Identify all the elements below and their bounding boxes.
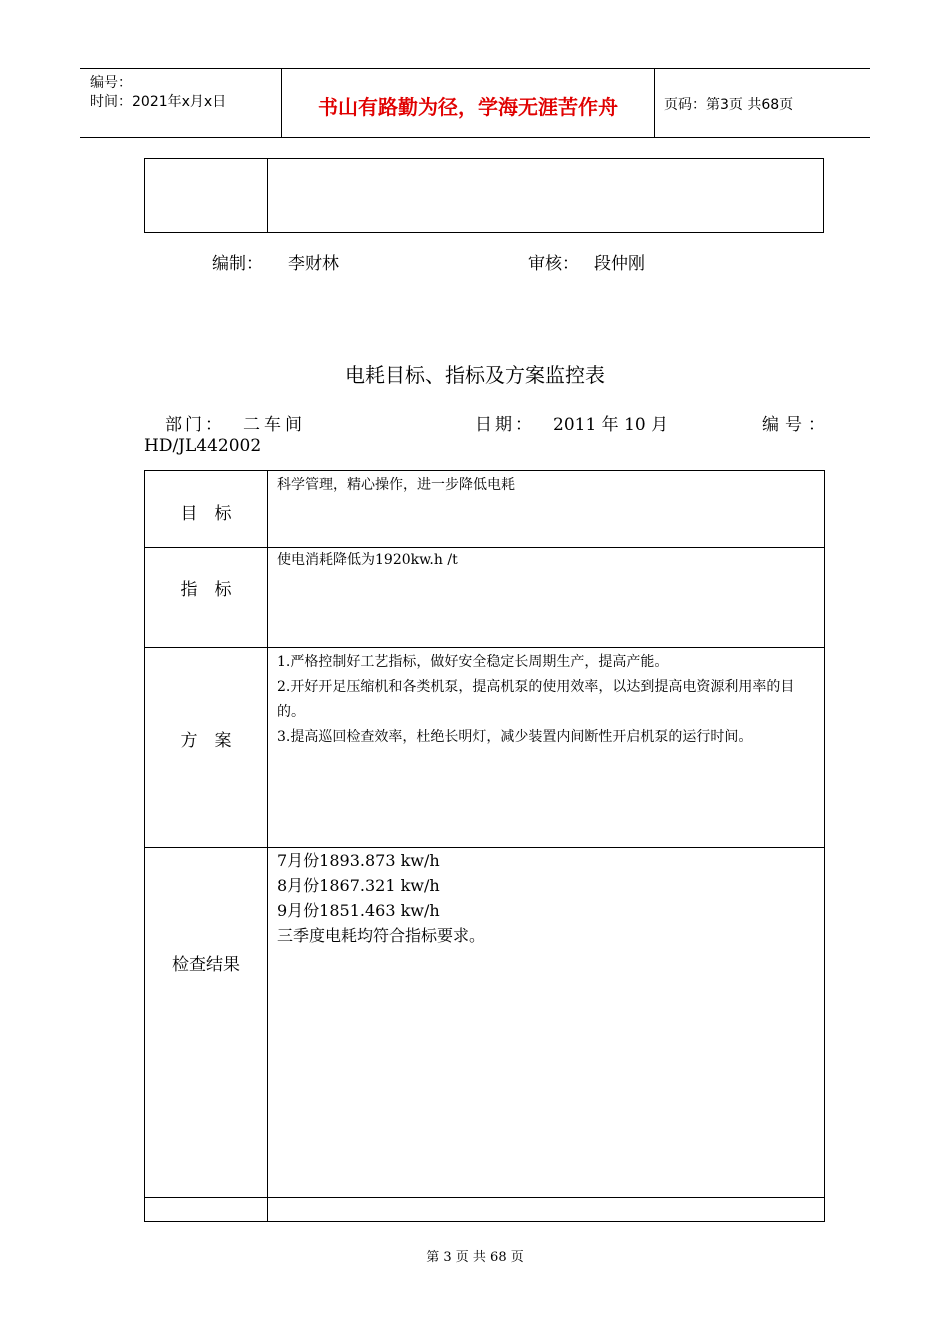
reviewer-label: 审核： [528, 254, 579, 274]
table-row-divider [145, 647, 824, 648]
goal-text: 科学管理，精心操作，进一步降低电耗 [277, 477, 515, 493]
plan-item: 3.提高巡回检查效率，杜绝长明灯，减少装置内间断性开启机泵的运行时间。 [277, 729, 753, 745]
result-line: 7月份1893.873 kw/h [277, 851, 440, 870]
compiler-label: 编制： [212, 254, 263, 274]
compiler-name: 李财林 [288, 254, 339, 274]
code-value: HD/JL442002 [144, 436, 262, 456]
document-title: 电耗目标、指标及方案监控表 [345, 363, 605, 387]
top-empty-table [144, 158, 824, 233]
table-row-divider [145, 1197, 824, 1198]
code-label: 编号： [762, 415, 831, 435]
page-header [80, 68, 870, 138]
header-divider [654, 69, 655, 137]
reviewer-name: 段仲刚 [594, 254, 645, 274]
result-line: 9月份1851.463 kw/h [277, 901, 440, 920]
plan-label: 方 案 [180, 731, 232, 751]
result-content [277, 848, 817, 948]
dept-label: 部门： [165, 415, 225, 435]
table-column-divider [267, 471, 268, 1221]
plan-item: 2.开好开足压缩机和各类机泵，提高机泵的使用效率，以达到提高电资源利用率的目的。 [277, 679, 795, 720]
header-page-info: 页码：第3页 共68页 [664, 97, 794, 113]
date-value: 2011 年 10 月 [553, 415, 669, 435]
date-label: 日期： [475, 415, 535, 435]
header-motto: 书山有路勤为径，学海无涯苦作舟 [318, 95, 618, 119]
plan-content [277, 650, 817, 750]
plan-item: 1.严格控制好工艺指标，做好安全稳定长周期生产，提高产能。 [277, 654, 669, 670]
result-line: 三季度电耗均符合指标要求。 [277, 926, 486, 945]
index-label: 指 标 [180, 580, 232, 600]
goal-label: 目 标 [180, 504, 232, 524]
monitoring-table [144, 470, 825, 1222]
result-line: 8月份1867.321 kw/h [277, 876, 440, 895]
header-time-label: 时间：2021年x月x日 [90, 94, 227, 110]
table-column-divider [267, 159, 268, 232]
index-text: 使电消耗降低为1920kw.h /t [277, 552, 458, 568]
page-footer: 第 3 页 共 68 页 [426, 1250, 524, 1265]
header-number-label: 编号： [90, 75, 132, 91]
dept-value: 二车间 [243, 415, 306, 435]
result-label: 检查结果 [172, 955, 240, 975]
